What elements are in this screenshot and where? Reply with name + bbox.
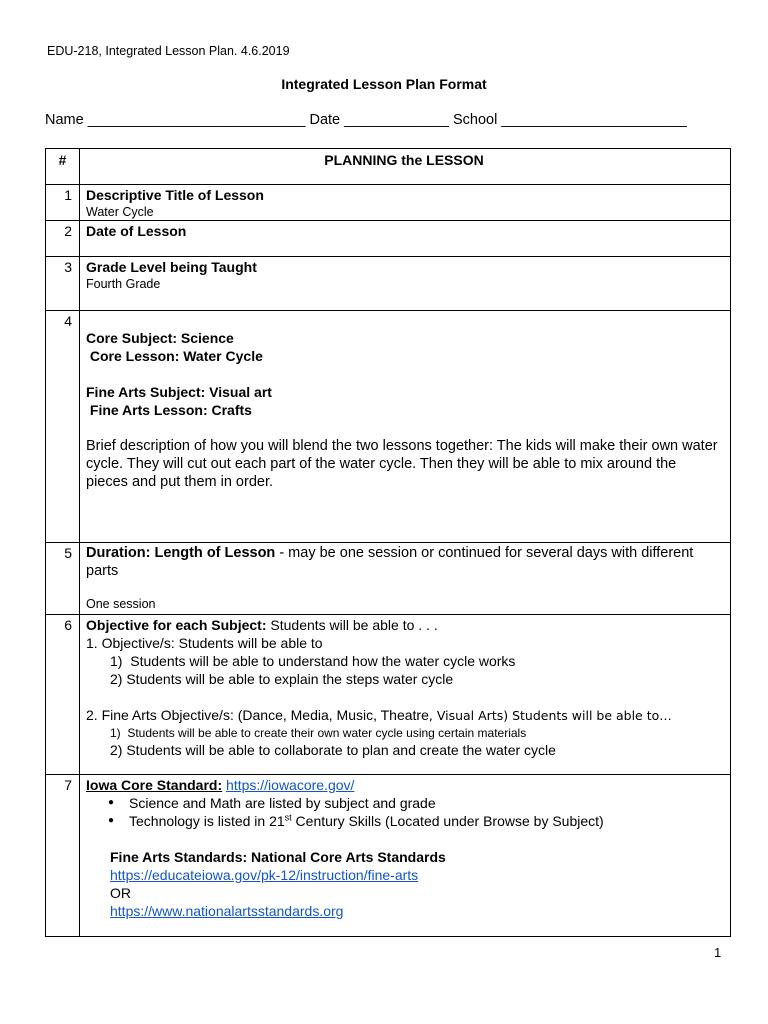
- blend-description: Brief description of how you will blend the two lessons together: The kids will make their own water cycle. They will cut out each part of the water cycle. Then they will be able to mix around the pieces and put them in order.: [86, 438, 718, 490]
- table-row: [46, 615, 731, 775]
- standards-bullet-list: [86, 794, 722, 830]
- core-objective-heading: 1. Objective/s: Students will be able to: [86, 635, 323, 651]
- fine-arts-standards-heading: Fine Arts Standards: National Core Arts Standards: [110, 849, 446, 865]
- column-planning-header: PLANNING the LESSON: [80, 149, 731, 185]
- lesson-plan-table: [45, 148, 731, 937]
- grade-level-value: Fourth Grade: [86, 277, 161, 291]
- row-number: 3: [46, 257, 80, 311]
- table-row: [46, 185, 731, 221]
- fine-arts-objective-heading-rest: , Visual Arts) Students will be able to…: [428, 708, 672, 723]
- objective-label: Objective for each Subject:: [86, 617, 267, 633]
- or-separator: OR: [110, 885, 131, 901]
- fine-arts-objective-item: 2) Students will be able to collaborate to plan and create the water cycle: [110, 742, 556, 758]
- core-subject: Core Subject: Science: [86, 330, 234, 346]
- row-number: 1: [46, 185, 80, 221]
- row-number: 6: [46, 615, 80, 775]
- row-number: 7: [46, 775, 80, 937]
- lesson-title-value: Water Cycle: [86, 205, 154, 219]
- document-header: EDU-218, Integrated Lesson Plan. 4.6.2019: [47, 44, 290, 58]
- iowa-core-standard-label: Iowa Core Standard:: [86, 777, 223, 793]
- core-objective-item: 2) Students will be able to explain the steps water cycle: [110, 671, 454, 687]
- row-number: 4: [46, 311, 80, 543]
- row-number: 2: [46, 221, 80, 257]
- table-row: [46, 257, 731, 311]
- name-date-school-line: Name ___________________________ Date _____________ School _______________________: [45, 112, 687, 128]
- fine-arts-objective-heading: 2. Fine Arts Objective/s: (Dance, Media, Music, Theatre: [86, 707, 429, 723]
- fine-arts-objective-item: 1) Students will be able to create their own water cycle using certain materials: [110, 726, 527, 740]
- objective-label-note: Students will be able to . . .: [266, 617, 438, 633]
- lesson-title-label: Descriptive Title of Lesson: [86, 187, 264, 203]
- table-row: [46, 221, 731, 257]
- fine-arts-subject: Fine Arts Subject: Visual art: [86, 384, 272, 400]
- table-header-row: [46, 149, 731, 185]
- list-item: ● Science and Math are listed by subject and grade: [129, 794, 722, 812]
- table-row: [46, 775, 731, 937]
- core-lesson: Core Lesson: Water Cycle: [86, 348, 263, 364]
- duration-label-note: - may be one session or continued for several days with different parts: [86, 545, 694, 579]
- column-number-header: #: [46, 149, 80, 185]
- iowa-core-link[interactable]: https://iowacore.gov/: [226, 777, 355, 793]
- page-number: 1: [714, 945, 722, 960]
- list-item: ● Technology is listed in 21st Century Skills (Located under Browse by Subject): [129, 812, 722, 830]
- page-title: Integrated Lesson Plan Format: [281, 76, 487, 92]
- core-objective-item: 1) Students will be able to understand how the water cycle works: [110, 653, 516, 669]
- grade-level-label: Grade Level being Taught: [86, 259, 257, 275]
- table-row: [46, 311, 731, 543]
- educate-iowa-link[interactable]: https://educateiowa.gov/pk-12/instruction/fine-arts: [110, 867, 419, 883]
- duration-value: One session: [86, 597, 156, 611]
- fine-arts-lesson: Fine Arts Lesson: Crafts: [86, 402, 252, 418]
- table-row: [46, 543, 731, 615]
- lesson-date-label: Date of Lesson: [86, 223, 187, 239]
- duration-label: Duration: Length of Lesson: [86, 545, 276, 561]
- row-number: 5: [46, 543, 80, 615]
- national-arts-standards-link[interactable]: https://www.nationalartsstandards.org: [110, 903, 344, 919]
